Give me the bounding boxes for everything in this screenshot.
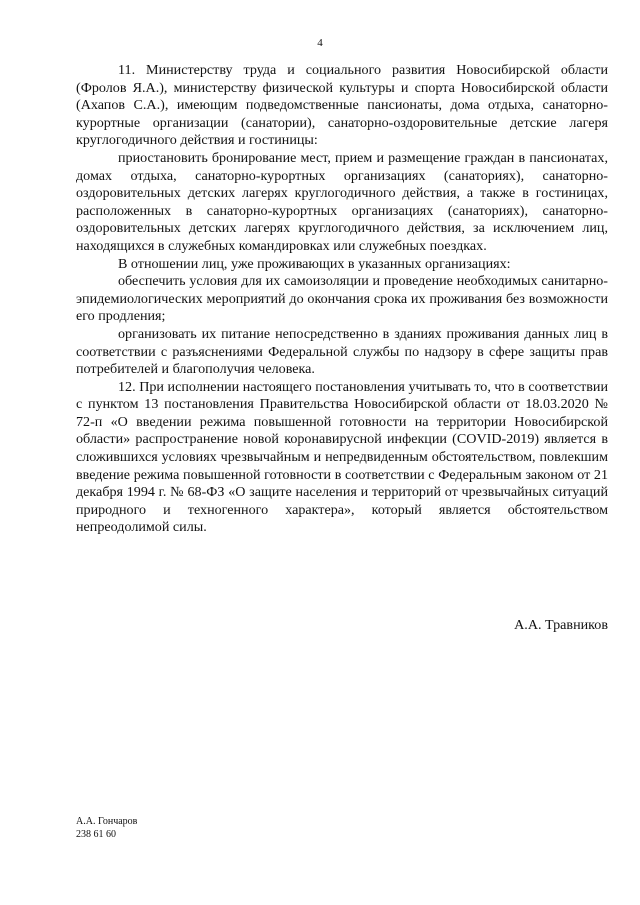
page-number: 4 <box>317 37 323 49</box>
paragraph-11: 11. Министерству труда и социального развития Новосибирской области (Фролов Я.А.), министерству физической культуры и спорта Новосибирской области (Ахапов С.А.), имеющим подведомственные пансионаты, дома отдыха, санаторно-курортные организации (санатории), санаторно-оздоровительные детские лагеря круглогодичного действия и гостиницы: <box>76 62 608 149</box>
paragraph-suspend-booking: приостановить бронирование мест, прием и размещение граждан в пансионатах, домах отдыха, санаторно-курортных организациях (санаториях), санаторно-оздоровительных детских лагерях круглогодичного действия, а также в гостиницах, расположенных в санаторно-курортных организациях (санаториях), санаторно-оздоровительных детских лагерях круглогодичного действия, за исключением лиц, находящихся в служебных командировках или служебных поездках. <box>76 149 608 254</box>
paragraph-12: 12. При исполнении настоящего постановления учитывать то, что в соответствии с пунктом 13 постановления Правительства Новосибирской области от 18.03.2020 № 72-п «О введении режима повышенной готовности на территории Новосибирской области» распространение новой коронавирусной инфекции (COVID-2019) является в сложившихся условиях чрезвычайным и непредвиденным обстоятельством, повлекшим введение режима повышенной готовности в соответствии с Федеральным законом от 21 декабря 1994 г. № 68-ФЗ «О защите населения и территорий от чрезвычайных ситуаций природного и техногенного характера», который является обстоятельством непреодолимой силы. <box>76 378 608 536</box>
paragraph-catering: организовать их питание непосредственно в зданиях проживания данных лиц в соответствии с разъяснениями Федеральной службы по надзору в сфере защиты прав потребителей и благополучия человека. <box>76 325 608 378</box>
paragraph-current-residents: В отношении лиц, уже проживающих в указанных организациях: <box>118 255 511 272</box>
signature-name: А.А. Травников <box>514 617 608 633</box>
document-body <box>76 62 608 537</box>
executor-phone: 238 61 60 <box>76 828 116 840</box>
executor-name: А.А. Гончаров <box>76 816 138 827</box>
executor-block <box>76 816 137 841</box>
paragraph-self-isolation: обеспечить условия для их самоизоляции и проведение необходимых санитарно-эпидемиологических мероприятий до окончания срока их проживания без возможности его продления; <box>76 273 608 325</box>
